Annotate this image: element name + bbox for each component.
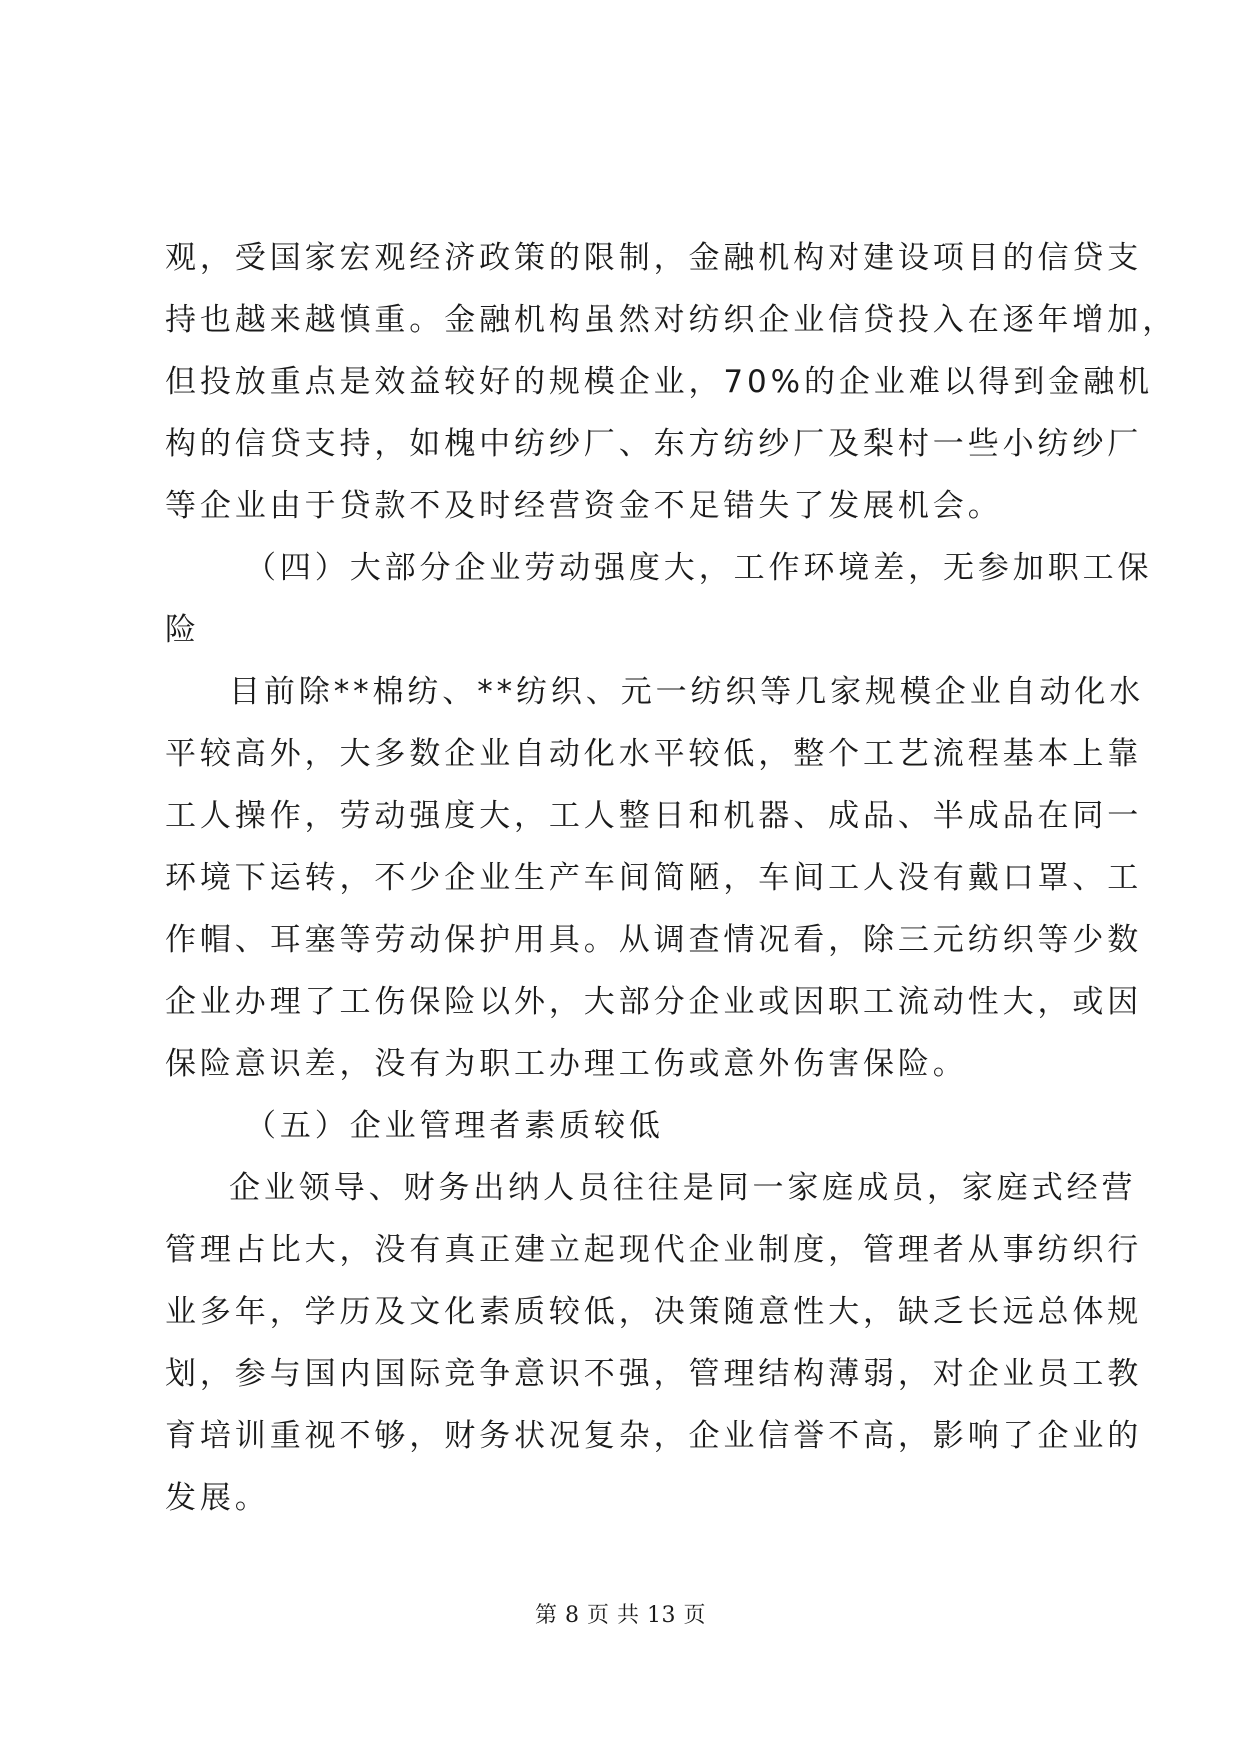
paragraph-line: 保险意识差，没有为职工办理工伤或意外伤害保险。 (165, 1046, 968, 1082)
section-heading-four: （四）大部分企业劳动强度大，工作环境差，无参加职工保 (245, 550, 1153, 586)
paragraph-line: 构的信贷支持，如槐中纺纱厂、东方纺纱厂及梨村一些小纺纱厂 (165, 426, 1143, 462)
paragraph-line: 工人操作，劳动强度大，工人整日和机器、成品、半成品在同一 (165, 798, 1143, 834)
paragraph-line: 管理占比大，没有真正建立起现代企业制度，管理者从事纺织行 (165, 1232, 1143, 1268)
paragraph-line: 持也越来越慎重。金融机构虽然对纺织企业信贷投入在逐年增加， (165, 302, 1178, 338)
body-text (165, 227, 1178, 1529)
paragraph-line: 等企业由于贷款不及时经营资金不足错失了发展机会。 (165, 488, 1003, 524)
paragraph-first-line: 目前除**棉纺、**纺织、元一纺织等几家规模企业自动化水 (229, 674, 1145, 710)
paragraph-first-line: 企业领导、财务出纳人员往往是同一家庭成员，家庭式经营 (229, 1170, 1137, 1206)
section-heading-five: （五）企业管理者素质较低 (245, 1108, 664, 1144)
page-number-footer: 第 8 页 共 13 页 (535, 1603, 706, 1628)
paragraph-line: 育培训重视不够，财务状况复杂，企业信誉不高，影响了企业的 (165, 1418, 1143, 1454)
paragraph-line: 但投放重点是效益较好的规模企业，70%的企业难以得到金融机 (165, 364, 1153, 400)
section-heading-four-continued: 险 (165, 612, 200, 648)
paragraph-line: 作帽、耳塞等劳动保护用具。从调查情况看，除三元纺织等少数 (165, 922, 1143, 958)
paragraph-line: 发展。 (165, 1480, 270, 1516)
paragraph-line: 划，参与国内国际竞争意识不强，管理结构薄弱，对企业员工教 (165, 1356, 1143, 1392)
paragraph-line: 环境下运转，不少企业生产车间简陋，车间工人没有戴口罩、工 (165, 860, 1143, 896)
paragraph-line: 业多年，学历及文化素质较低，决策随意性大，缺乏长远总体规 (165, 1294, 1143, 1330)
paragraph-line: 企业办理了工伤保险以外，大部分企业或因职工流动性大，或因 (165, 984, 1143, 1020)
paragraph-line: 观，受国家宏观经济政策的限制，金融机构对建设项目的信贷支 (165, 240, 1143, 276)
paragraph-line: 平较高外，大多数企业自动化水平较低，整个工艺流程基本上靠 (165, 736, 1143, 772)
